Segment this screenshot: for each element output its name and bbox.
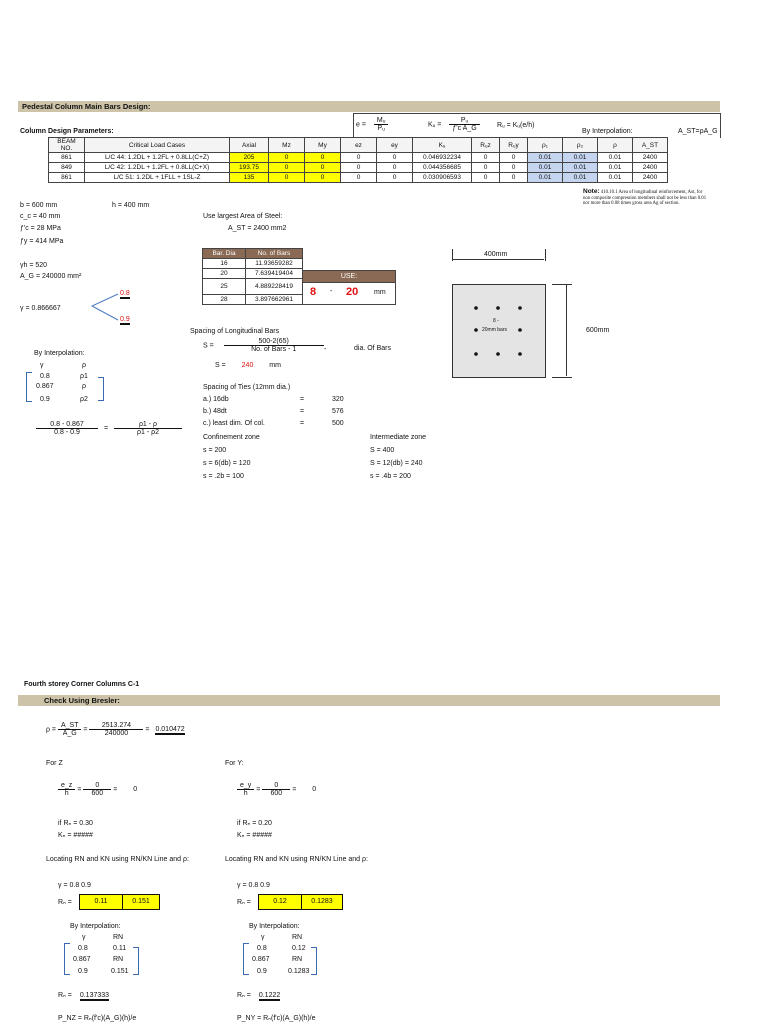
interp-cell: RN bbox=[292, 934, 303, 941]
conf-row: s = .2b = 100 bbox=[203, 473, 244, 480]
width-dim-line bbox=[452, 259, 544, 260]
table-header-row bbox=[49, 138, 668, 153]
interp-cell: 0.11 bbox=[113, 945, 127, 952]
use-dia: 20 bbox=[346, 286, 359, 298]
locate-y: Locating RN and KN using RN/KN Line and ρ: bbox=[225, 856, 368, 863]
interp-cell: 0.9 bbox=[40, 396, 50, 403]
interp-cell: 0.867 bbox=[252, 956, 270, 963]
interp-cell: 0.12 bbox=[292, 945, 306, 952]
bar-table-header: Bar. Dia No. of Bars bbox=[203, 249, 303, 259]
interp-cell: RN bbox=[113, 934, 124, 941]
interp-header: By Interpolation: bbox=[582, 128, 633, 135]
tie-eq: = bbox=[300, 396, 305, 403]
pnz-formula: P_NZ = Rₙ(f'c)(A_G)(h)/e bbox=[58, 1015, 137, 1022]
height-label: 600mm bbox=[586, 327, 610, 334]
rn-z2: 0.151 bbox=[122, 894, 160, 910]
tie-row: c.) least dim. Of col. bbox=[203, 420, 265, 427]
bars-note-2: 20mm bars bbox=[482, 327, 508, 333]
gamma-arrows bbox=[88, 290, 120, 326]
tie-eq: = bbox=[300, 408, 305, 415]
table-row: 861 L/C 51: 1.2DL + 1FLL + 1SL-Z 135 0 0 0 0 0.030906593 0 0 0.01 0.01 0.01 2400 bbox=[49, 173, 668, 183]
section-title: Pedestal Column Main Bars Design: bbox=[22, 102, 151, 111]
col-header: Rᵤz bbox=[472, 138, 500, 153]
for-y: For Y: bbox=[225, 760, 244, 767]
gamma-low: 0.8 bbox=[120, 290, 130, 297]
interp1-title: By Interpolation: bbox=[34, 350, 85, 357]
param-h: h = 400 mm bbox=[112, 202, 150, 209]
interp1-bracket-left bbox=[26, 372, 32, 402]
height-dim-line bbox=[566, 284, 567, 376]
param-b: b = 600 mm bbox=[20, 202, 58, 209]
interp-cell: 0.9 bbox=[257, 968, 267, 975]
conf-row: s = 200 bbox=[203, 447, 227, 454]
interp-y-bracket-right bbox=[311, 947, 317, 975]
height-dim bbox=[552, 284, 572, 378]
param-cc: c_c = 40 mm bbox=[20, 213, 61, 220]
ast-formula: A_ST=ρA_G bbox=[678, 128, 718, 135]
rnz-result: Rₙ = 0.137333 bbox=[58, 992, 110, 999]
width-label: 400mm bbox=[484, 251, 508, 258]
rn-z1: 0.11 bbox=[79, 894, 123, 910]
interp-cell: γ bbox=[40, 362, 44, 369]
rn-y2: 0.1283 bbox=[301, 894, 343, 910]
interp-cell: ρ1 bbox=[80, 373, 88, 380]
use-count: 8 bbox=[310, 286, 317, 298]
params-title: Column Design Parameters: bbox=[20, 128, 114, 135]
param-ag: A_G = 240000 mm² bbox=[20, 273, 82, 280]
bresler-bar bbox=[18, 695, 720, 706]
interp-cell: 0.8 bbox=[40, 373, 50, 380]
interp-cell: 0.8 bbox=[78, 945, 88, 952]
table-row: 25 4.889228419 bbox=[203, 279, 303, 295]
bar-table bbox=[202, 248, 303, 305]
steel-ast: A_ST = 2400 mm2 bbox=[228, 225, 287, 232]
ties-title: Spacing of Ties (12mm dia.) bbox=[203, 384, 291, 391]
param-fc: ƒ'c = 28 MPa bbox=[20, 225, 61, 232]
interp1-bracket-right bbox=[98, 377, 104, 401]
tie-val: 320 bbox=[332, 396, 344, 403]
table-row: 20 7.639419404 bbox=[203, 269, 303, 279]
table-row: 861 L/C 44: 1.2DL + 1.2FL + 0.8LL(C+Z) 205 0 0 0 0 0.046932234 0 0 0.01 0.01 0.01 2400 bbox=[49, 153, 668, 163]
rny-result: Rₙ = 0.1222 bbox=[237, 992, 281, 999]
tie-row: b.) 48dt bbox=[203, 408, 227, 415]
col-header: BEAM NO. bbox=[49, 138, 85, 153]
bars-note-1: 8 - bbox=[493, 318, 499, 324]
interp-y-title: By Interpolation: bbox=[249, 923, 300, 930]
rn-y: if Rₙ = 0.20 bbox=[237, 820, 272, 827]
tie-val: 576 bbox=[332, 408, 344, 415]
for-z: For Z bbox=[46, 760, 63, 767]
pny-formula: P_NY = Rₙ(f'c)(A_G)(h)/e bbox=[237, 1015, 316, 1022]
inter-row: S = 400 bbox=[370, 447, 395, 454]
col-header: ez bbox=[341, 138, 377, 153]
rn-z: if Rₙ = 0.30 bbox=[58, 820, 93, 827]
design-table bbox=[48, 137, 668, 183]
interp-z-title: By Interpolation: bbox=[70, 923, 121, 930]
interp-cell: ρ2 bbox=[80, 396, 88, 403]
interp-y-bracket-left bbox=[243, 943, 249, 975]
e-formula: e = $\frac{\text{Mᵤ}}{\text{Pᵤ}}$ bbox=[356, 117, 388, 132]
tie-val: 500 bbox=[332, 420, 344, 427]
section2-title: Fourth storey Corner Columns C-1 bbox=[24, 681, 140, 688]
col-header: ρ₂ bbox=[563, 138, 598, 153]
interp-cell: 0.151 bbox=[111, 968, 129, 975]
table-row: 28 3.897662961 bbox=[203, 295, 303, 305]
rn-y1: 0.12 bbox=[258, 894, 302, 910]
rn-label-z: Rₙ = bbox=[58, 899, 72, 906]
interp1-equation: $\frac{0.8 - 0.867}{0.8 - 0.9}$ = $\frac{\rho 1 - \rho}{\rho 1 - \rho 2}$ bbox=[36, 421, 182, 436]
interp-cell: RN bbox=[292, 956, 303, 963]
col-header: ρ₁ bbox=[528, 138, 563, 153]
col-header: Mz bbox=[269, 138, 305, 153]
rho-formula: ρ = $\frac{A\_ST}{A\_G}$ = $\frac{2513.274}{240000}$ = 0.010472 bbox=[46, 722, 185, 737]
use-unit: mm bbox=[374, 289, 386, 296]
interp-cell: 0.867 bbox=[73, 956, 91, 963]
tie-row: a.) 16db bbox=[203, 396, 229, 403]
formula-header-frame bbox=[353, 113, 721, 138]
ku-formula: Kᵤ = $\frac{\text{Pᵤ}}{\text{ƒ'c A\_G}}$ bbox=[428, 117, 480, 132]
use-label: USE: bbox=[302, 270, 396, 283]
interp-cell: ρ bbox=[82, 383, 86, 390]
ru-formula: Rᵤ = Kᵤ(e/h) bbox=[497, 122, 535, 129]
spacing-title: Spacing of Longitudinal Bars bbox=[190, 328, 280, 335]
param-gamma: γ = 0.866667 bbox=[20, 305, 61, 312]
ey-formula: $\frac{e\_y}{h}$ = $\frac{0}{600}$ = 0 bbox=[237, 782, 316, 797]
section-title-bar bbox=[18, 101, 720, 112]
bresler-title: Check Using Bresler: bbox=[44, 696, 120, 705]
steel-title: Use largest Area of Steel: bbox=[203, 213, 283, 220]
table-row: 16 11.93659282 bbox=[203, 259, 303, 269]
col-header: Critical Load Cases bbox=[85, 138, 230, 153]
interp-cell: γ bbox=[82, 934, 86, 941]
use-dash: - bbox=[330, 288, 333, 295]
gamma-high: 0.9 bbox=[120, 316, 130, 323]
col-header: ρ bbox=[598, 138, 633, 153]
spacing-minus: - bbox=[324, 346, 327, 353]
interp-z-bracket-right bbox=[133, 947, 139, 975]
table-row: 849 L/C 42: 1.2DL + 1.2FL + 0.8LL(C+X) 193.75 0 0 0 0 0.044356685 0 0 0.01 0.01 0.01 2400 bbox=[49, 163, 668, 173]
spacing-formula: S = $\frac{500-2(65)}{\text{No. of Bars - 1}}$ bbox=[203, 338, 324, 353]
tie-eq: = bbox=[300, 420, 305, 427]
interp-cell: ρ bbox=[82, 362, 86, 369]
col-header: My bbox=[305, 138, 341, 153]
kn-z: Kₙ = ##### bbox=[58, 832, 93, 839]
kn-y: Kₙ = ##### bbox=[237, 832, 272, 839]
col-header: A_ST bbox=[633, 138, 668, 153]
col-header: Axial bbox=[230, 138, 269, 153]
param-gh: γh = 520 bbox=[20, 262, 48, 269]
conf-row: s = 6(db) = 120 bbox=[203, 460, 251, 467]
col-header: Kᵤ bbox=[413, 138, 472, 153]
code-note: Note: 410.10.1 Area of longitudinal reinforcement, Ast, for non composite compression members shall not be less than 0.01 nor more than 0.08 times gross area Ag of section. bbox=[583, 188, 707, 207]
confinement-title: Confinement zone bbox=[203, 434, 260, 441]
interp-cell: 0.1283 bbox=[288, 968, 310, 975]
ez-formula: $\frac{e\_z}{h}$ = $\frac{0}{600}$ = 0 bbox=[58, 782, 137, 797]
interp-cell: 0.8 bbox=[257, 945, 267, 952]
rn-label-y: Rₙ = bbox=[237, 899, 251, 906]
spacing-dia: dia. Of Bars bbox=[354, 345, 391, 352]
gamma-row-z: γ = 0.8 0.9 bbox=[58, 882, 91, 889]
gamma-row-y: γ = 0.8 0.9 bbox=[237, 882, 270, 889]
inter-row: s = .4b = 200 bbox=[370, 473, 411, 480]
col-header: ey bbox=[377, 138, 413, 153]
intermediate-title: Intermediate zone bbox=[370, 434, 427, 441]
interp-cell: 0.9 bbox=[78, 968, 88, 975]
interp-cell: 0.867 bbox=[36, 383, 54, 390]
interp-cell: γ bbox=[261, 934, 265, 941]
inter-row: S = 12(db) = 240 bbox=[370, 460, 423, 467]
interp-z-bracket-left bbox=[64, 943, 70, 975]
locate-z: Locating RN and KN using RN/KN Line and ρ: bbox=[46, 856, 189, 863]
interp-cell: RN bbox=[113, 956, 124, 963]
col-header: Rᵤy bbox=[500, 138, 528, 153]
spacing-result: S = 240 mm bbox=[215, 362, 281, 369]
param-fy: ƒy = 414 MPa bbox=[20, 238, 64, 245]
